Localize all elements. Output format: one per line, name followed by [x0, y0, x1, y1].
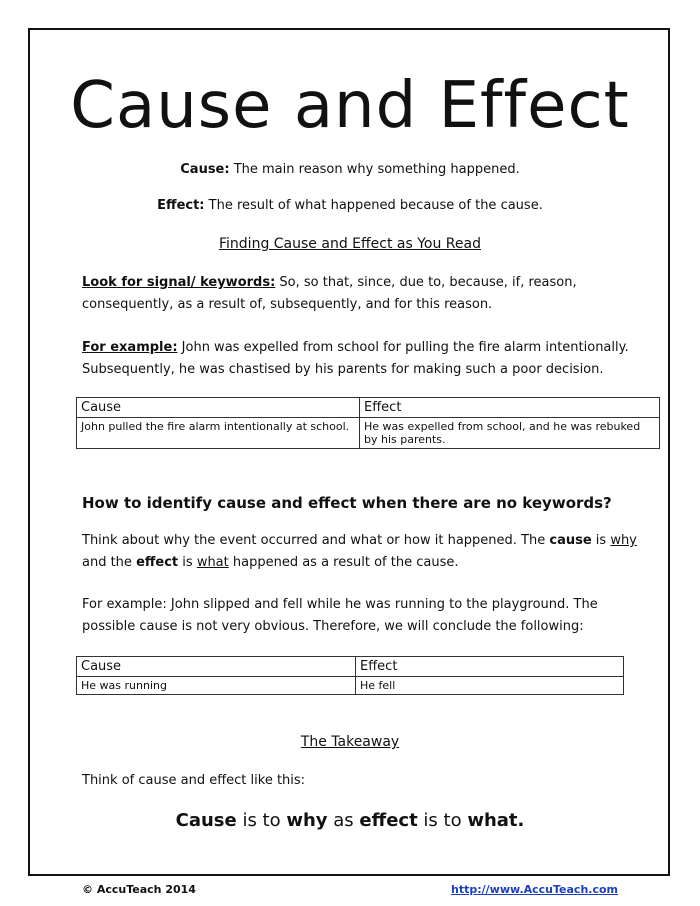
takeaway-as: as — [327, 810, 360, 831]
table-cell-cause: He was running — [77, 677, 356, 695]
p1-effect-word: effect — [136, 555, 179, 570]
p1-text-e: happened as a result of the cause. — [228, 555, 459, 570]
p1-text-a: Think about why the event occurred and what or how it happened. The — [82, 533, 550, 548]
example-table-1 — [76, 397, 660, 449]
cause-definition — [0, 162, 700, 177]
p1-why-word: why — [610, 533, 637, 548]
takeaway-is-to: is to — [236, 810, 287, 831]
table-header-effect: Effect — [360, 398, 660, 418]
signal-keywords-paragraph — [82, 272, 652, 316]
table-row — [77, 677, 624, 695]
table-header-effect: Effect — [356, 657, 624, 677]
example-table-2 — [76, 656, 624, 695]
p1-what-word: what — [196, 555, 229, 570]
example-text: John was expelled from school for pulling the fire alarm intentionally. Subsequently, he was chastised by his parents for making such a poor decision. — [82, 340, 629, 377]
cause-text: The main reason why something happened. — [229, 162, 520, 177]
p1-text-d: is — [178, 555, 197, 570]
footer-url-link[interactable]: http://www.AccuTeach.com — [451, 883, 618, 896]
effect-text: The result of what happened because of the cause. — [204, 198, 543, 213]
signal-text: So, so that, since, due to, because, if, reason, consequently, as a result of, subsequently, and for this reason. — [82, 275, 577, 312]
effect-label: Effect: — [157, 198, 205, 213]
page-title: Cause and Effect — [70, 69, 630, 143]
takeaway-heading: The Takeaway — [300, 734, 400, 750]
p1-cause-word: cause — [549, 533, 592, 548]
takeaway-cause-word: Cause — [175, 810, 237, 831]
signal-label: Look for signal/ keywords: — [82, 275, 276, 290]
table-cell-effect: He fell — [356, 677, 624, 695]
takeaway-statement — [0, 810, 700, 831]
table-cell-cause: John pulled the fire alarm intentionally at school. — [77, 418, 360, 449]
takeaway-intro: Think of cause and effect like this: — [82, 773, 306, 788]
section1-heading-wrap — [0, 236, 700, 252]
section1-heading: Finding Cause and Effect as You Read — [219, 236, 481, 252]
effect-definition — [0, 198, 700, 213]
p1-text-c: and the — [82, 555, 137, 570]
takeaway-is-to-2: is to — [417, 810, 468, 831]
takeaway-heading-wrap — [0, 734, 700, 750]
cause-label: Cause: — [180, 162, 230, 177]
table-row — [77, 418, 660, 449]
footer-copyright: © AccuTeach 2014 — [82, 883, 196, 896]
takeaway-effect-word: effect — [359, 810, 418, 831]
table-header-row — [77, 657, 624, 677]
table-header-cause: Cause — [77, 657, 356, 677]
table-header-row — [77, 398, 660, 418]
example-paragraph — [82, 337, 652, 381]
table-cell-effect: He was expelled from school, and he was rebuked by his parents. — [360, 418, 660, 449]
table-header-cause: Cause — [77, 398, 360, 418]
example2-paragraph: For example: John slipped and fell while he was running to the playground. The possible cause is not very obvious. Therefore, we will conclude the following: — [82, 597, 598, 634]
takeaway-what-word: what. — [467, 810, 525, 831]
p1-text-b: is — [591, 533, 611, 548]
takeaway-why-word: why — [286, 810, 328, 831]
section2-heading: How to identify cause and effect when there are no keywords? — [82, 494, 612, 512]
example-label: For example: — [82, 340, 178, 355]
identify-paragraph — [82, 530, 652, 574]
